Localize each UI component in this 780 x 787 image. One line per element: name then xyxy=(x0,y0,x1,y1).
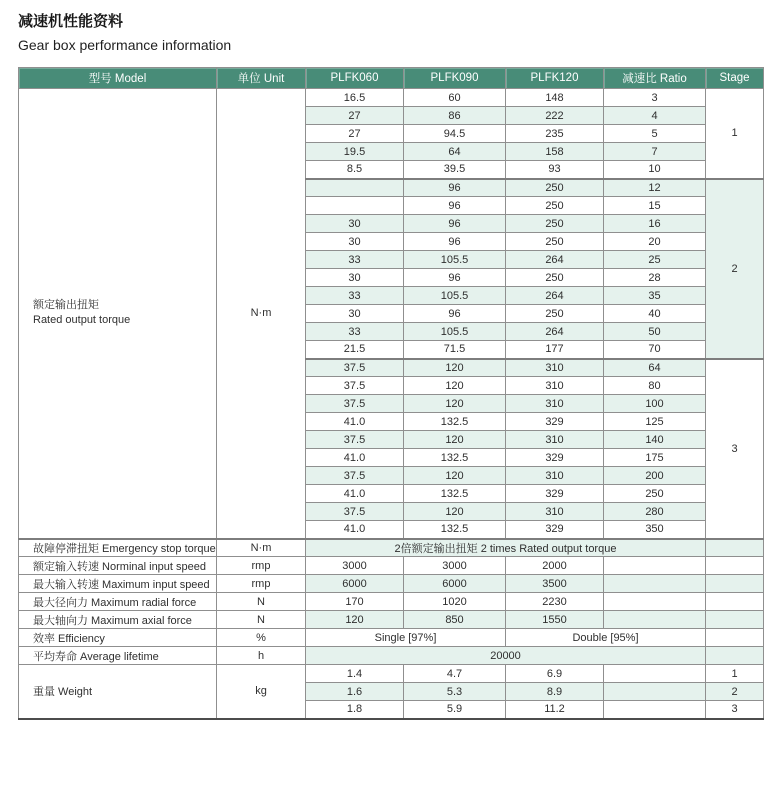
cell-plfk060: 8.5 xyxy=(306,161,404,179)
cell-plfk090: 120 xyxy=(404,377,506,395)
cell-plfk090: 96 xyxy=(404,233,506,251)
cell-plfk090: 96 xyxy=(404,197,506,215)
spec-label: 故障停滞扭矩 Emergency stop torque xyxy=(19,539,217,557)
cell-plfk120: 235 xyxy=(506,125,604,143)
cell-ratio: 50 xyxy=(604,323,706,341)
cell-stage xyxy=(706,611,764,629)
cell-plfk060: 27 xyxy=(306,107,404,125)
cell-plfk060: 41.0 xyxy=(306,521,404,539)
cell-plfk090: 71.5 xyxy=(404,341,506,359)
cell-plfk120: 329 xyxy=(506,449,604,467)
spec-label: 最大轴向力 Maximum axial force xyxy=(19,611,217,629)
cell-plfk120: 158 xyxy=(506,143,604,161)
cell-plfk090: 105.5 xyxy=(404,287,506,305)
cell-plfk090: 3000 xyxy=(404,557,506,575)
cell-ratio xyxy=(604,665,706,683)
cell-ratio xyxy=(604,593,706,611)
cell-plfk060: 30 xyxy=(306,269,404,287)
cell-ratio: 35 xyxy=(604,287,706,305)
cell-plfk090: 132.5 xyxy=(404,485,506,503)
cell-plfk090: 132.5 xyxy=(404,449,506,467)
cell-ratio: 3 xyxy=(604,89,706,107)
cell-plfk090: 120 xyxy=(404,503,506,521)
cell-plfk060: 41.0 xyxy=(306,413,404,431)
cell-plfk060: 27 xyxy=(306,125,404,143)
table-header xyxy=(19,68,764,89)
label-en: Rated output torque xyxy=(33,314,131,327)
cell-plfk090: 132.5 xyxy=(404,521,506,539)
cell-plfk120: 250 xyxy=(506,179,604,197)
cell-plfk090: 6000 xyxy=(404,575,506,593)
cell-plfk060: 33 xyxy=(306,287,404,305)
cell-plfk060: 30 xyxy=(306,305,404,323)
cell-plfk120: 11.2 xyxy=(506,701,604,719)
cell-ratio: 25 xyxy=(604,251,706,269)
cell-plfk090: 60 xyxy=(404,89,506,107)
cell-plfk120: 2000 xyxy=(506,557,604,575)
cell-ratio: 4 xyxy=(604,107,706,125)
cell-plfk120: 8.9 xyxy=(506,683,604,701)
cell-ratio: 16 xyxy=(604,215,706,233)
table-row xyxy=(19,539,764,557)
cell-plfk120: 310 xyxy=(506,503,604,521)
cell-ratio: 15 xyxy=(604,197,706,215)
cell-plfk090: 120 xyxy=(404,467,506,485)
cell-plfk060: 19.5 xyxy=(306,143,404,161)
cell-stage: 3 xyxy=(706,359,764,539)
cell-ratio: 5 xyxy=(604,125,706,143)
cell-plfk060: 37.5 xyxy=(306,431,404,449)
cell-stage xyxy=(706,539,764,557)
cell-ratio xyxy=(604,701,706,719)
cell-plfk090: 850 xyxy=(404,611,506,629)
cell-ratio: 7 xyxy=(604,143,706,161)
cell-plfk060 xyxy=(306,197,404,215)
cell-stage: 2 xyxy=(706,179,764,359)
cell-stage: 1 xyxy=(706,89,764,179)
cell-plfk090: 96 xyxy=(404,215,506,233)
cell-plfk090: 132.5 xyxy=(404,413,506,431)
unit-cell: N xyxy=(217,611,306,629)
cell-plfk120: 264 xyxy=(506,323,604,341)
cell-ratio: 140 xyxy=(604,431,706,449)
cell-plfk060: 3000 xyxy=(306,557,404,575)
cell-ratio: 200 xyxy=(604,467,706,485)
header-cell: 减速比 Ratio xyxy=(604,68,706,89)
unit-cell: N·m xyxy=(217,89,306,539)
cell-plfk120: 250 xyxy=(506,269,604,287)
cell-plfk060: 1.6 xyxy=(306,683,404,701)
cell-plfk120: 222 xyxy=(506,107,604,125)
cell-ratio: 80 xyxy=(604,377,706,395)
cell-plfk120: 310 xyxy=(506,395,604,413)
cell-stage xyxy=(706,629,764,647)
cell-ratio: 12 xyxy=(604,179,706,197)
cell-plfk090: 105.5 xyxy=(404,251,506,269)
cell-plfk120: 310 xyxy=(506,377,604,395)
cell-plfk120: 264 xyxy=(506,287,604,305)
cell-plfk090: 96 xyxy=(404,269,506,287)
cell-plfk060: 6000 xyxy=(306,575,404,593)
label-zh: 额定输出扭矩 xyxy=(33,299,99,312)
cell-stage xyxy=(706,647,764,665)
span-value-cell: 20000 xyxy=(306,647,706,665)
cell-stage: 3 xyxy=(706,701,764,719)
weight-label: 重量 Weight xyxy=(19,665,217,719)
cell-stage xyxy=(706,557,764,575)
cell-plfk120: 2230 xyxy=(506,593,604,611)
table-row xyxy=(19,575,764,593)
cell-stage: 1 xyxy=(706,665,764,683)
cell-plfk060: 1.4 xyxy=(306,665,404,683)
cell-plfk060: 37.5 xyxy=(306,467,404,485)
cell-plfk060 xyxy=(306,179,404,197)
page-title: 减速机性能资料 xyxy=(18,13,124,30)
cell-ratio: 125 xyxy=(604,413,706,431)
cell-ratio: 28 xyxy=(604,269,706,287)
header-cell: 型号 Model xyxy=(19,68,217,89)
page-subtitle: Gear box performance information xyxy=(18,37,232,53)
cell-ratio: 64 xyxy=(604,359,706,377)
cell-plfk060: 30 xyxy=(306,233,404,251)
unit-cell: rmp xyxy=(217,557,306,575)
cell-plfk120: 148 xyxy=(506,89,604,107)
cell-ratio xyxy=(604,575,706,593)
cell-plfk090: 120 xyxy=(404,395,506,413)
spec-label: 平均寿命 Average lifetime xyxy=(19,647,217,665)
cell-plfk120: 329 xyxy=(506,413,604,431)
cell-plfk060: 37.5 xyxy=(306,377,404,395)
unit-cell: rmp xyxy=(217,575,306,593)
cell-plfk060: 21.5 xyxy=(306,341,404,359)
cell-plfk090: 1020 xyxy=(404,593,506,611)
efficiency-single-cell: Single [97%] xyxy=(306,629,506,647)
cell-plfk060: 33 xyxy=(306,323,404,341)
header-cell: PLFK090 xyxy=(404,68,506,89)
unit-cell: h xyxy=(217,647,306,665)
cell-plfk120: 250 xyxy=(506,233,604,251)
table-body xyxy=(19,89,764,719)
cell-plfk060: 41.0 xyxy=(306,485,404,503)
cell-ratio: 280 xyxy=(604,503,706,521)
cell-plfk060: 16.5 xyxy=(306,89,404,107)
unit-cell: N xyxy=(217,593,306,611)
cell-plfk120: 6.9 xyxy=(506,665,604,683)
cell-plfk120: 310 xyxy=(506,359,604,377)
cell-ratio: 20 xyxy=(604,233,706,251)
table-row xyxy=(19,629,764,647)
cell-plfk090: 120 xyxy=(404,431,506,449)
cell-plfk120: 250 xyxy=(506,197,604,215)
table-row xyxy=(19,647,764,665)
span-value-cell: 2倍额定输出扭矩 2 times Rated output torque xyxy=(306,539,706,557)
spec-label: 最大输入转速 Maximum input speed xyxy=(19,575,217,593)
cell-plfk120: 250 xyxy=(506,305,604,323)
rated-output-torque-label xyxy=(19,89,217,539)
cell-plfk120: 3500 xyxy=(506,575,604,593)
cell-plfk120: 329 xyxy=(506,521,604,539)
cell-plfk060: 30 xyxy=(306,215,404,233)
cell-plfk060: 33 xyxy=(306,251,404,269)
cell-plfk090: 86 xyxy=(404,107,506,125)
table-row xyxy=(19,611,764,629)
header-cell: Stage xyxy=(706,68,764,89)
unit-cell: % xyxy=(217,629,306,647)
cell-plfk090: 105.5 xyxy=(404,323,506,341)
cell-plfk060: 1.8 xyxy=(306,701,404,719)
cell-plfk090: 4.7 xyxy=(404,665,506,683)
cell-plfk120: 264 xyxy=(506,251,604,269)
cell-stage: 2 xyxy=(706,683,764,701)
cell-plfk090: 5.3 xyxy=(404,683,506,701)
cell-plfk090: 94.5 xyxy=(404,125,506,143)
cell-ratio: 70 xyxy=(604,341,706,359)
page-header xyxy=(0,0,780,54)
unit-cell: N·m xyxy=(217,539,306,557)
cell-ratio: 40 xyxy=(604,305,706,323)
cell-ratio: 175 xyxy=(604,449,706,467)
cell-plfk090: 39.5 xyxy=(404,161,506,179)
table-row xyxy=(19,557,764,575)
cell-plfk090: 96 xyxy=(404,179,506,197)
cell-plfk120: 250 xyxy=(506,215,604,233)
cell-ratio: 350 xyxy=(604,521,706,539)
spec-label: 效率 Efficiency xyxy=(19,629,217,647)
header-cell: PLFK060 xyxy=(306,68,404,89)
cell-plfk090: 96 xyxy=(404,305,506,323)
cell-plfk120: 329 xyxy=(506,485,604,503)
table-row xyxy=(19,665,764,683)
table-row xyxy=(19,89,764,107)
cell-plfk120: 93 xyxy=(506,161,604,179)
cell-plfk060: 37.5 xyxy=(306,503,404,521)
cell-plfk060: 41.0 xyxy=(306,449,404,467)
cell-ratio: 100 xyxy=(604,395,706,413)
header-row xyxy=(19,68,764,89)
cell-plfk120: 1550 xyxy=(506,611,604,629)
cell-stage xyxy=(706,575,764,593)
header-cell: 单位 Unit xyxy=(217,68,306,89)
spec-label: 额定输入转速 Norminal input speed xyxy=(19,557,217,575)
table-row xyxy=(19,593,764,611)
cell-plfk060: 37.5 xyxy=(306,359,404,377)
cell-plfk090: 120 xyxy=(404,359,506,377)
cell-ratio: 10 xyxy=(604,161,706,179)
performance-table xyxy=(18,67,764,720)
spec-label: 最大径向力 Maximum radial force xyxy=(19,593,217,611)
cell-plfk060: 170 xyxy=(306,593,404,611)
cell-plfk090: 64 xyxy=(404,143,506,161)
cell-ratio xyxy=(604,557,706,575)
cell-ratio: 250 xyxy=(604,485,706,503)
cell-plfk120: 177 xyxy=(506,341,604,359)
cell-plfk060: 120 xyxy=(306,611,404,629)
efficiency-double-cell: Double [95%] xyxy=(506,629,706,647)
cell-stage xyxy=(706,593,764,611)
cell-ratio xyxy=(604,611,706,629)
cell-ratio xyxy=(604,683,706,701)
cell-plfk090: 5.9 xyxy=(404,701,506,719)
cell-plfk060: 37.5 xyxy=(306,395,404,413)
cell-plfk120: 310 xyxy=(506,467,604,485)
cell-plfk120: 310 xyxy=(506,431,604,449)
unit-cell: kg xyxy=(217,665,306,719)
header-cell: PLFK120 xyxy=(506,68,604,89)
